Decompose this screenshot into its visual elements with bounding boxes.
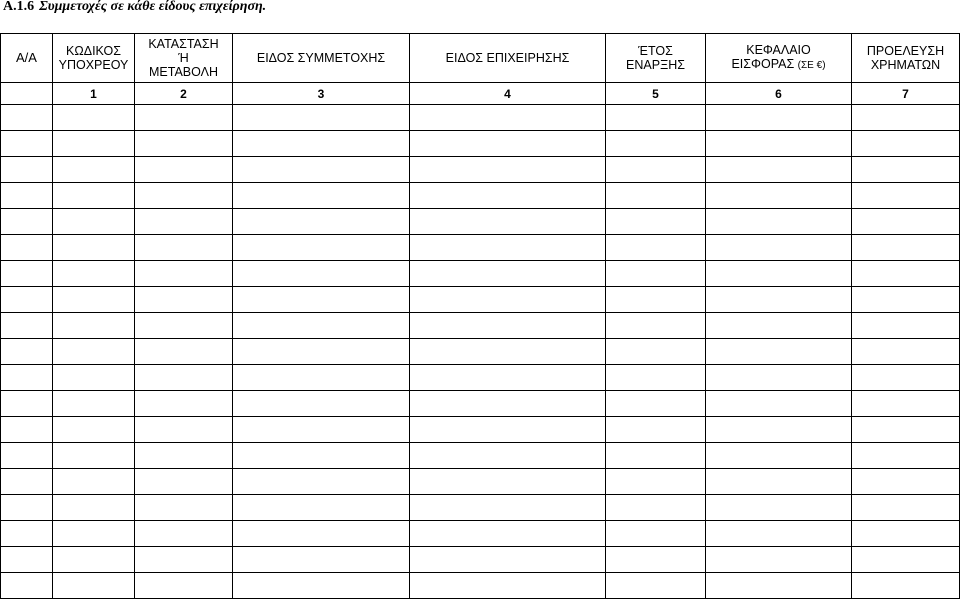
- table-row: [1, 313, 960, 339]
- table-cell[interactable]: [135, 131, 233, 157]
- table-cell[interactable]: [410, 469, 606, 495]
- table-cell[interactable]: [410, 157, 606, 183]
- table-cell[interactable]: [1, 131, 53, 157]
- section-number: A.1.6: [3, 0, 35, 14]
- table-cell[interactable]: [706, 313, 852, 339]
- table-cell[interactable]: [1, 105, 53, 131]
- table-cell[interactable]: [606, 131, 706, 157]
- table-cell[interactable]: [852, 131, 960, 157]
- table-cell[interactable]: [410, 417, 606, 443]
- table-cell[interactable]: [706, 469, 852, 495]
- table-cell[interactable]: [53, 261, 135, 287]
- participations-table: [0, 33, 960, 599]
- table-cell[interactable]: [233, 131, 410, 157]
- table-cell[interactable]: [852, 287, 960, 313]
- table-row: [1, 443, 960, 469]
- table-cell[interactable]: [852, 183, 960, 209]
- table-cell[interactable]: [706, 105, 852, 131]
- table-cell[interactable]: [53, 105, 135, 131]
- table-row: [1, 157, 960, 183]
- table-cell[interactable]: [233, 417, 410, 443]
- table-cell[interactable]: [852, 573, 960, 599]
- column-number: 3: [233, 83, 410, 105]
- table-cell[interactable]: [410, 235, 606, 261]
- table-cell[interactable]: [233, 235, 410, 261]
- table-cell[interactable]: [852, 339, 960, 365]
- table-cell[interactable]: [606, 417, 706, 443]
- table-row: [1, 521, 960, 547]
- column-number: [1, 83, 53, 105]
- column-number: 2: [135, 83, 233, 105]
- table-cell[interactable]: [1, 547, 53, 573]
- table-row: [1, 547, 960, 573]
- table-cell[interactable]: [410, 105, 606, 131]
- table-cell[interactable]: [135, 157, 233, 183]
- table-cell[interactable]: [606, 313, 706, 339]
- table-cell[interactable]: [233, 365, 410, 391]
- table-cell[interactable]: [233, 469, 410, 495]
- table-cell[interactable]: [135, 183, 233, 209]
- column-number: 1: [53, 83, 135, 105]
- table-row: [1, 469, 960, 495]
- table-cell[interactable]: [53, 183, 135, 209]
- table-cell[interactable]: [233, 105, 410, 131]
- table-cell[interactable]: [53, 157, 135, 183]
- table-row: [1, 573, 960, 599]
- table-cell[interactable]: [53, 521, 135, 547]
- column-number: 4: [410, 83, 606, 105]
- header-aa: Α/Α: [1, 34, 53, 83]
- table-cell[interactable]: [233, 495, 410, 521]
- table-cell[interactable]: [1, 287, 53, 313]
- table-cell[interactable]: [410, 209, 606, 235]
- table-cell[interactable]: [852, 417, 960, 443]
- table-cell[interactable]: [1, 495, 53, 521]
- table-row: [1, 365, 960, 391]
- table-cell[interactable]: [53, 209, 135, 235]
- table-cell[interactable]: [135, 209, 233, 235]
- table-cell[interactable]: [233, 157, 410, 183]
- header-source-of-funds: ΠΡΟΕΛΕΥΣΗ ΧΡΗΜΑΤΩΝ: [852, 34, 960, 83]
- table-cell[interactable]: [606, 495, 706, 521]
- table-cell[interactable]: [135, 573, 233, 599]
- table-cell[interactable]: [852, 391, 960, 417]
- header-business-type: ΕΙΔΟΣ ΕΠΙΧΕΙΡΗΣΗΣ: [410, 34, 606, 83]
- table-cell[interactable]: [706, 547, 852, 573]
- table-cell[interactable]: [53, 391, 135, 417]
- table-cell[interactable]: [706, 209, 852, 235]
- table-cell[interactable]: [1, 469, 53, 495]
- table-cell[interactable]: [410, 183, 606, 209]
- table-cell[interactable]: [706, 573, 852, 599]
- table-cell[interactable]: [1, 157, 53, 183]
- column-number-row: [1, 83, 960, 105]
- table-cell[interactable]: [410, 131, 606, 157]
- table-row: [1, 105, 960, 131]
- table-cell[interactable]: [233, 521, 410, 547]
- table-cell[interactable]: [135, 365, 233, 391]
- table-cell[interactable]: [410, 521, 606, 547]
- table-cell[interactable]: [135, 105, 233, 131]
- table-cell[interactable]: [852, 469, 960, 495]
- table-cell[interactable]: [852, 547, 960, 573]
- table-cell[interactable]: [233, 547, 410, 573]
- table-cell[interactable]: [606, 573, 706, 599]
- table-cell[interactable]: [1, 365, 53, 391]
- table-cell[interactable]: [1, 235, 53, 261]
- header-capital-contribution: ΚΕΦΑΛΑΙΟ ΕΙΣΦΟΡΑΣ (ΣΕ €): [706, 34, 852, 83]
- table-row: [1, 131, 960, 157]
- table-cell[interactable]: [706, 131, 852, 157]
- table-cell[interactable]: [606, 235, 706, 261]
- header-start-year: ΈΤΟΣ ΕΝΑΡΞΗΣ: [606, 34, 706, 83]
- table-cell[interactable]: [1, 443, 53, 469]
- table-cell[interactable]: [1, 391, 53, 417]
- column-number: 6: [706, 83, 852, 105]
- section-title: Συμμετοχές σε κάθε είδους επιχείρηση.: [39, 0, 267, 14]
- table-cell[interactable]: [706, 287, 852, 313]
- table-cell[interactable]: [410, 339, 606, 365]
- table-cell[interactable]: [53, 417, 135, 443]
- table-cell[interactable]: [606, 105, 706, 131]
- table-row: [1, 209, 960, 235]
- table-cell[interactable]: [706, 443, 852, 469]
- table-cell[interactable]: [135, 235, 233, 261]
- table-cell[interactable]: [135, 391, 233, 417]
- table-cell[interactable]: [606, 183, 706, 209]
- table-cell[interactable]: [53, 339, 135, 365]
- table-cell[interactable]: [606, 469, 706, 495]
- table-cell[interactable]: [53, 443, 135, 469]
- table-cell[interactable]: [1, 261, 53, 287]
- table-row: [1, 235, 960, 261]
- table-row: [1, 495, 960, 521]
- table-cell[interactable]: [606, 443, 706, 469]
- table-cell[interactable]: [1, 183, 53, 209]
- table-cell[interactable]: [53, 235, 135, 261]
- table-cell[interactable]: [606, 365, 706, 391]
- table-cell[interactable]: [135, 547, 233, 573]
- table-cell[interactable]: [606, 157, 706, 183]
- table-cell[interactable]: [53, 573, 135, 599]
- table-cell[interactable]: [410, 547, 606, 573]
- column-number: 7: [852, 83, 960, 105]
- table-cell[interactable]: [1, 573, 53, 599]
- section-heading: [3, 0, 266, 15]
- table-cell[interactable]: [606, 391, 706, 417]
- table-cell[interactable]: [135, 443, 233, 469]
- table-cell[interactable]: [606, 339, 706, 365]
- table-cell[interactable]: [135, 313, 233, 339]
- table-cell[interactable]: [53, 469, 135, 495]
- table-cell[interactable]: [410, 391, 606, 417]
- table-cell[interactable]: [706, 495, 852, 521]
- header-obligor-code: ΚΩΔΙΚΟΣ ΥΠΟΧΡΕΟΥ: [53, 34, 135, 83]
- table-cell[interactable]: [1, 209, 53, 235]
- table-cell[interactable]: [706, 365, 852, 391]
- table-cell[interactable]: [233, 339, 410, 365]
- table-cell[interactable]: [1, 417, 53, 443]
- table-cell[interactable]: [233, 313, 410, 339]
- table-cell[interactable]: [706, 183, 852, 209]
- table-cell[interactable]: [706, 391, 852, 417]
- table-cell[interactable]: [135, 417, 233, 443]
- table-row: [1, 287, 960, 313]
- table-cell[interactable]: [135, 339, 233, 365]
- table-cell[interactable]: [135, 287, 233, 313]
- table-cell[interactable]: [53, 287, 135, 313]
- table-row: [1, 339, 960, 365]
- header-status-change: ΚΑΤΑΣΤΑΣΗ Ή ΜΕΤΑΒΟΛΗ: [135, 34, 233, 83]
- table-cell[interactable]: [233, 209, 410, 235]
- column-number: 5: [606, 83, 706, 105]
- table-cell[interactable]: [852, 235, 960, 261]
- table-cell[interactable]: [233, 287, 410, 313]
- table-cell[interactable]: [606, 209, 706, 235]
- table-cell[interactable]: [852, 157, 960, 183]
- table-cell[interactable]: [135, 521, 233, 547]
- table-row: [1, 261, 960, 287]
- table-cell[interactable]: [135, 261, 233, 287]
- table-cell[interactable]: [706, 417, 852, 443]
- table-cell[interactable]: [606, 547, 706, 573]
- table-cell[interactable]: [53, 365, 135, 391]
- table-cell[interactable]: [233, 391, 410, 417]
- table-cell[interactable]: [410, 287, 606, 313]
- table-cell[interactable]: [410, 261, 606, 287]
- table-cell[interactable]: [606, 521, 706, 547]
- table-cell[interactable]: [1, 339, 53, 365]
- table-cell[interactable]: [410, 443, 606, 469]
- table-cell[interactable]: [53, 547, 135, 573]
- table-cell[interactable]: [706, 339, 852, 365]
- table-cell[interactable]: [233, 443, 410, 469]
- table-cell[interactable]: [706, 235, 852, 261]
- table-cell[interactable]: [135, 469, 233, 495]
- table-cell[interactable]: [1, 521, 53, 547]
- table-cell[interactable]: [852, 105, 960, 131]
- table-cell[interactable]: [852, 521, 960, 547]
- table-cell[interactable]: [53, 313, 135, 339]
- table-cell[interactable]: [706, 261, 852, 287]
- table-cell[interactable]: [233, 261, 410, 287]
- table-cell[interactable]: [706, 521, 852, 547]
- header-participation-type: ΕΙΔΟΣ ΣΥΜΜΕΤΟΧΗΣ: [233, 34, 410, 83]
- table-cell[interactable]: [852, 495, 960, 521]
- header-row: [1, 34, 960, 83]
- table-cell[interactable]: [410, 573, 606, 599]
- table-cell[interactable]: [852, 443, 960, 469]
- table-row: [1, 417, 960, 443]
- table-cell[interactable]: [410, 495, 606, 521]
- table-cell[interactable]: [410, 313, 606, 339]
- table-cell[interactable]: [606, 261, 706, 287]
- table-cell[interactable]: [1, 313, 53, 339]
- table-cell[interactable]: [53, 495, 135, 521]
- table-cell[interactable]: [410, 365, 606, 391]
- table-cell[interactable]: [233, 573, 410, 599]
- table-cell[interactable]: [852, 365, 960, 391]
- table-cell[interactable]: [135, 495, 233, 521]
- table-cell[interactable]: [706, 157, 852, 183]
- table-cell[interactable]: [852, 209, 960, 235]
- table-cell[interactable]: [53, 131, 135, 157]
- table-cell[interactable]: [852, 313, 960, 339]
- table-row: [1, 183, 960, 209]
- table-cell[interactable]: [852, 261, 960, 287]
- table-cell[interactable]: [233, 183, 410, 209]
- table-cell[interactable]: [606, 287, 706, 313]
- table-row: [1, 391, 960, 417]
